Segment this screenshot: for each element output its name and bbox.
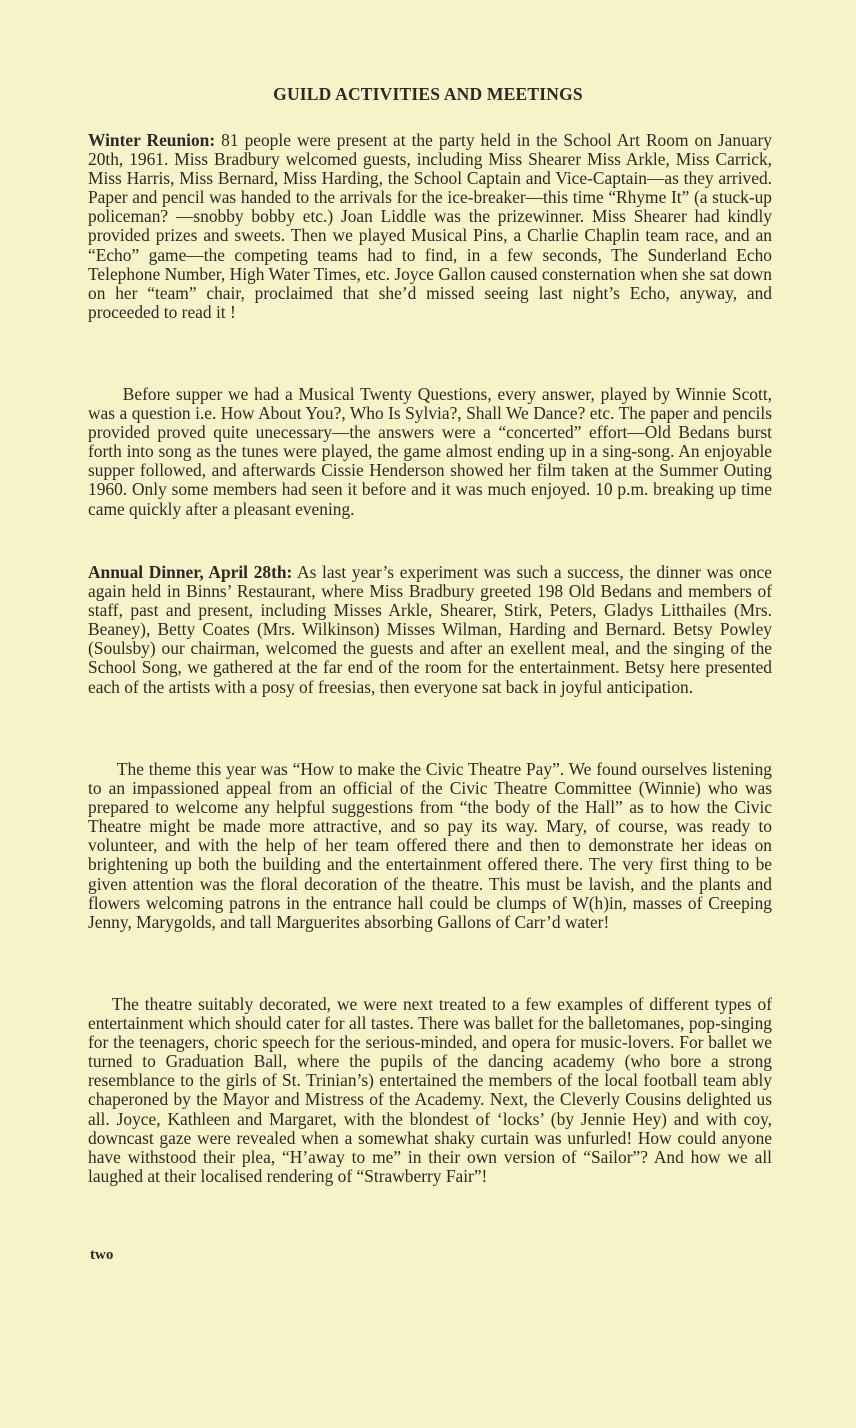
paragraph-text: The theatre suitably decorated, we were next treated to a few examples of different types of entertainment which should cater for all tastes. There was ballet for the balletomanes, pop-singing for the teenagers, choric speech for the serious-minded, and opera for music-lovers. For ballet we turned to Graduation Ball, where the pupils of the dancing academy (who bore a strong resemblance to the girls of St. Trinian’s) entertained the members of the local football team ably chaperoned by the Mayor and Mistress of the Academy. Next, the Cleverly Cousins delighted us all. Joyce, Kathleen and Margaret, with the blondest of ‘locks’ (by Jennie Hey) and with coy, downcast gaze were revealed when a somewhat shaky curtain was unfurled! How could anyone have withstood their plea, “H’away to me” in their own version of “Sailor”? And how we all laughed at their localised rendering of “Strawberry Fair”! — [88, 994, 772, 1186]
page-title: GUILD ACTIVITIES AND MEETINGS — [273, 84, 583, 104]
paragraph-civic-theatre — [88, 760, 772, 932]
paragraph-musical-questions — [88, 385, 772, 519]
paragraph-text: The theme this year was “How to make the Civic Theatre Pay”. We found ourselves listening to an impassioned appeal from an official of the Civic Theatre Committee (Winnie) who was prepared to welcome any helpful suggestions from “the body of the Hall” as to how the Civic Theatre might be made more attractive, and so pay its way. Mary, of course, was ready to volunteer, and with the help of her team offered there and then to demonstrate her ideas on brightening up both the building and the entertainment offered there. The very first thing to be given attention was the floral decoration of the theatre. This must be lavish, and the plants and flowers welcoming patrons in the entrance hall could be clumps of W(h)in, masses of Creeping Jenny, Marygolds, and tall Marguerites absorbing Gallons of Carr’d water! — [88, 759, 772, 932]
paragraph-lead: Annual Dinner, April 28th: — [88, 562, 293, 582]
paragraph-annual-dinner — [88, 563, 772, 697]
paragraph-lead: Winter Reunion: — [88, 130, 216, 150]
paragraph-entertainment — [88, 995, 772, 1186]
paragraph-text: As last year’s experiment was such a success, the dinner was once again held in Binns’ Restaurant, where Miss Bradbury greeted 198 Old Bedans and members of staff, past and present, including Misses Arkle, Shearer, Stirk, Peters, Gladys Litthailes (Mrs. Beaney), Betty Coates (Mrs. Wilkinson) Misses Wilman, Harding and Bernard. Betsy Powley (Soulsby) our chairman, welcomed the guests and after an exellent meal, and the singing of the School Song, we gathered at the far end of the room for the entertainment. Betsy here presented each of the artists with a posy of freesias, then everyone sat back in joyful anticipation. — [88, 562, 772, 697]
paragraph-text: Before supper we had a Musical Twenty Questions, every answer, played by Winnie Scott, was a question i.e. How About You?, Who Is Sylvia?, Shall We Dance? etc. The paper and pencils provided proved quite unecessary—the answers were a “concerted” effort—Old Bedans burst forth into song as the tunes were played, the game almost ending up in a sing-song. An enjoyable supper followed, and afterwards Cissie Henderson showed her film taken at the Summer Outing 1960. Only some members had seen it before and it was much enjoyed. 10 p.m. breaking up time came quickly after a pleasant evening. — [88, 384, 772, 519]
page-number: two — [90, 1247, 114, 1263]
paragraph-winter-reunion — [88, 131, 772, 322]
paragraph-text: 81 people were present at the party held in the School Art Room on January 20th, 1961. Miss Bradbury welcomed guests, including Miss Shearer Miss Arkle, Miss Carrick, Miss Harris, Miss Bernard, Miss Harding, the School Captain and Vice-Captain—as they arrived. Paper and pencil was handed to the arrivals for the ice-breaker—this time “Rhyme It” (a stuck-up policeman? —snobby bobby etc.) Joan Liddle was the prizewinner. Miss Shearer had kindly provided prizes and sweets. Then we played Musical Pins, a Charlie Chaplin team race, and an “Echo” game—the competing teams had to find, in a few seconds, The Sunderland Echo Telephone Number, High Water Times, etc. Joyce Gallon caused consternation when she sat down on her “team” chair, proclaimed that she’d missed seeing last night’s Echo, anyway, and proceeded to read it ! — [88, 130, 772, 322]
